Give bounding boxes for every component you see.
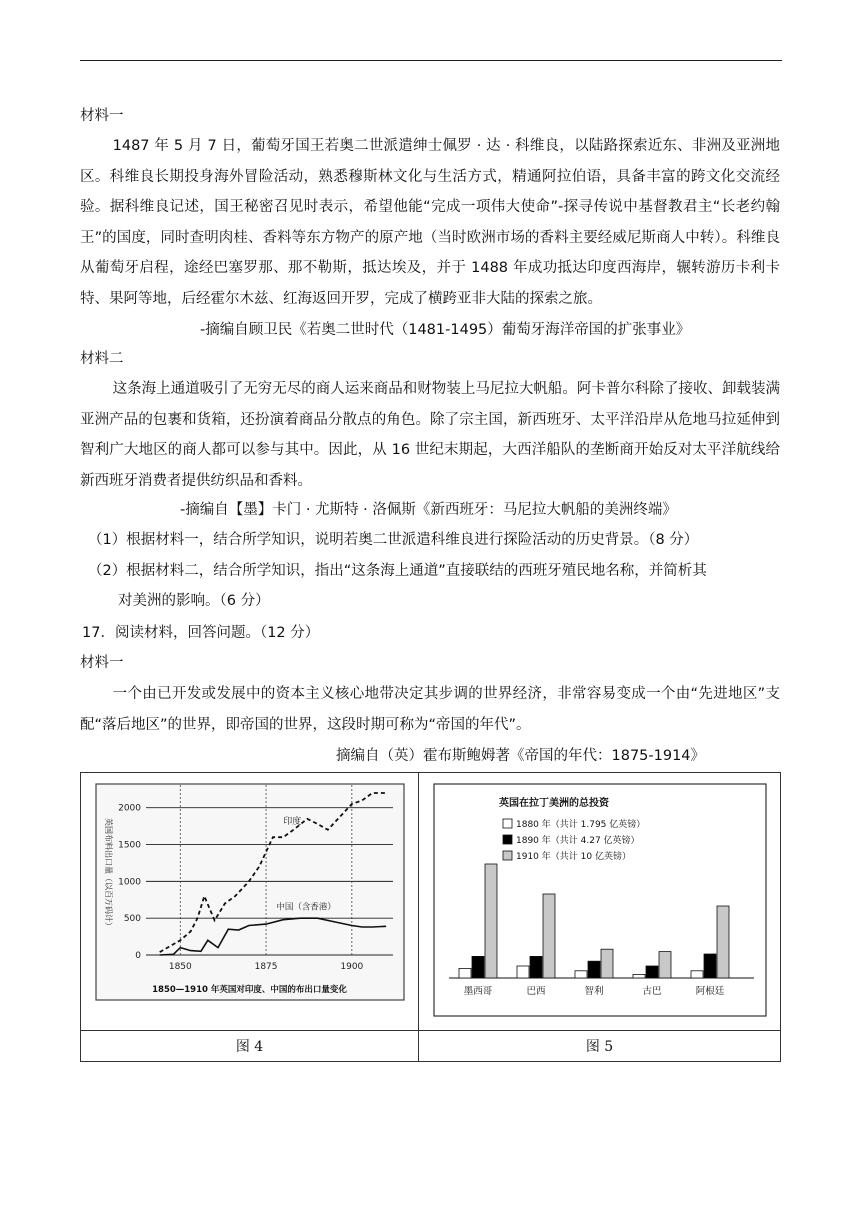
category-label: 智利 [584, 986, 604, 997]
x-tick-label: 1875 [254, 962, 278, 972]
series-china-label: 中国（含香港） [276, 902, 336, 913]
material1-heading: 材料一 [80, 108, 124, 124]
q17-material1-paragraph: 一个由已开发或发展中的资本主义核心地带决定其步调的世界经济，非常容易变成一个由“先进地区”支配“落后地区”的世界，即帝国的世界，这段时期可称为“帝国的年代”。 [80, 686, 780, 733]
x-tick-label: 1900 [340, 962, 364, 972]
q17-material1-heading: 材料一 [80, 655, 124, 671]
figure5-bar-chart [419, 773, 780, 1026]
bar [659, 952, 671, 978]
figure5-caption: 图 5 [419, 1031, 781, 1062]
material1-paragraph: 1487 年 5 月 7 日，葡萄牙国王若奥二世派遣绅士佩罗 · 达 · 科维良，以陆路探索近东、非洲及亚洲地区。科维良长期投身海外冒险活动，熟悉穆斯林文化与生活方式，精通阿拉伯语，具备丰富的跨文化交流经验。据科维良记述，国王秘密召见时表示，希望他能“完成一项伟大使命”-探寻传说中基督教君主“长老约翰王”的国度，同时查明肉桂、香料等东方物产的原产地（当时欧洲市场的香料主要经威尼斯商人中转）。科维良从葡萄牙启程，途经巴塞罗那、那不勒斯，抵达埃及，并于 1488 年成功抵达印度西海岸，辗转游历卡利卡特、果阿等地，后经霍尔木兹、红海返回开罗，完成了横跨亚非大陆的探索之旅。 [80, 138, 780, 307]
material2-source: -摘编自【墨】卡门 · 尤斯特 · 洛佩斯《新西班牙：马尼拉大帆船的美洲终端》 [180, 502, 677, 518]
q17-material1-source: 摘编自（英）霍布斯鲍姆著《帝国的年代：1875-1914》 [336, 748, 706, 764]
bar [575, 971, 587, 978]
material1-source: -摘编自顾卫民《若奥二世时代（1481-1495）葡萄牙海洋帝国的扩张事业》 [200, 322, 691, 338]
series-india-label: 印度 [283, 816, 302, 827]
question-17: 17．阅读材料，回答问题。（12 分） [82, 625, 320, 641]
y-tick-label: 1000 [118, 877, 141, 888]
material2-paragraph: 这条海上通道吸引了无穷无尽的商人运来商品和财物装上马尼拉大帆船。阿卡普尔科除了接收、卸载装满亚洲产品的包裹和货箱，还扮演着商品分散点的角色。除了宗主国，新西班牙、太平洋沿岸从危地马拉延伸到智利广大地区的商人都可以参与其中。因此，从 16 世纪末期起，大西洋船队的垄断商开始反对太平洋航线给新西班牙消费者提供纺织品和香料。 [80, 381, 780, 489]
figure4-line-chart [81, 773, 418, 1026]
legend-label: 1880 年（共计 1.795 亿英镑） [516, 820, 646, 830]
figures-table [80, 772, 781, 1062]
question-2-line2: 对美洲的影响。（6 分） [118, 593, 270, 609]
category-label: 巴西 [526, 986, 546, 997]
bar [459, 968, 471, 978]
legend-swatch [503, 819, 512, 828]
category-label: 阿根廷 [695, 986, 725, 997]
x-tick-label: 1850 [168, 962, 192, 972]
bar [633, 974, 645, 978]
bar [543, 894, 555, 978]
chart-frame [434, 784, 766, 1016]
legend-label: 1890 年（共计 4.27 亿英镑） [516, 836, 640, 846]
bar [485, 864, 497, 978]
figure4-caption: 图 4 [81, 1031, 419, 1062]
bar [601, 949, 613, 978]
figure4-cell [81, 773, 419, 1031]
bar [704, 954, 716, 978]
category-label: 古巴 [642, 986, 662, 997]
question-1: （1）根据材料一，结合所学知识，说明若奥二世派遣科维良进行探险活动的历史背景。（8 分） [88, 532, 699, 548]
y-tick-label: 1500 [118, 840, 141, 851]
bar [588, 961, 600, 978]
chart-title: 英国在拉丁美洲的总投资 [499, 798, 609, 809]
bar [530, 956, 542, 978]
question-2-line1: （2）根据材料二，结合所学知识，指出“这条海上通道”直接联结的西班牙殖民地名称，并简析其 [88, 563, 707, 579]
legend-label: 1910 年（共计 10 亿英镑） [516, 852, 631, 862]
material2-heading: 材料二 [80, 351, 124, 367]
y-tick-label: 2000 [118, 803, 141, 814]
bar [472, 956, 484, 978]
chart-title: 1850—1910 年英国对印度、中国的布出口量变化 [152, 985, 347, 995]
category-label: 墨西哥 [463, 986, 493, 997]
figure5-cell [419, 773, 781, 1031]
y-tick-label: 500 [123, 914, 141, 925]
bar [691, 971, 703, 978]
bar [717, 906, 729, 978]
header-rule [80, 60, 782, 61]
bar [517, 966, 529, 978]
bar [646, 966, 658, 978]
y-axis-label: 英国布料出口量（以百万码计） [104, 818, 113, 930]
legend-swatch [503, 851, 512, 860]
y-tick-label: 0 [135, 951, 141, 961]
legend-swatch [503, 835, 512, 844]
